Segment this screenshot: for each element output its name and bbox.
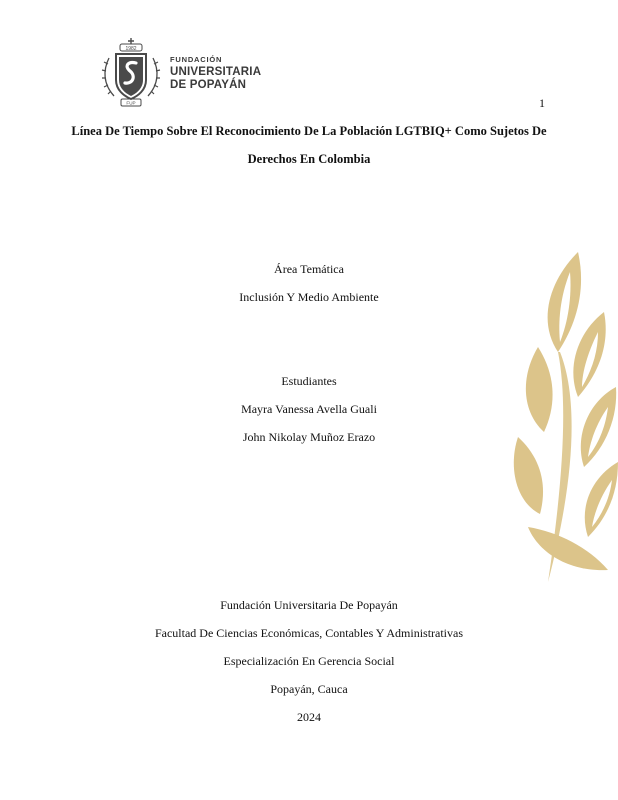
student-name: Mayra Vanessa Avella Guali <box>241 402 377 416</box>
logo-line-2: UNIVERSITARIA <box>170 65 262 78</box>
title-line-2: Derechos En Colombia <box>247 152 371 166</box>
logo-line-3: DE POPAYÁN <box>170 79 247 91</box>
faculty-name: Facultad De Ciencias Económicas, Contables Y Administrativas <box>154 626 464 640</box>
institution-name: Fundación Universitaria De Popayán <box>220 598 398 612</box>
location: Popayán, Cauca <box>270 682 348 696</box>
area-label: Área Temática <box>274 262 344 276</box>
area-value: Inclusión Y Medio Ambiente <box>239 290 379 304</box>
gold-leaves-decoration <box>508 252 618 592</box>
logo-line-1: FUNDACIÓN <box>170 55 223 64</box>
program-name: Especialización En Gerencia Social <box>223 654 395 668</box>
university-logo <box>100 36 260 108</box>
year: 2024 <box>297 710 321 724</box>
page-number: 1 <box>539 96 545 110</box>
crest-icon <box>100 36 162 108</box>
crest-year: 1982 <box>125 46 137 52</box>
student-name: John Nikolay Muñoz Erazo <box>242 430 376 444</box>
logo-wordmark <box>170 56 261 92</box>
crest-initials: FUP <box>126 100 136 106</box>
document-title <box>0 124 618 180</box>
institution-section <box>0 598 618 738</box>
students-label: Estudiantes <box>281 374 337 388</box>
title-line-1: Línea De Tiempo Sobre El Reconocimiento De La Población LGTBIQ+ Como Sujetos De <box>71 124 547 138</box>
